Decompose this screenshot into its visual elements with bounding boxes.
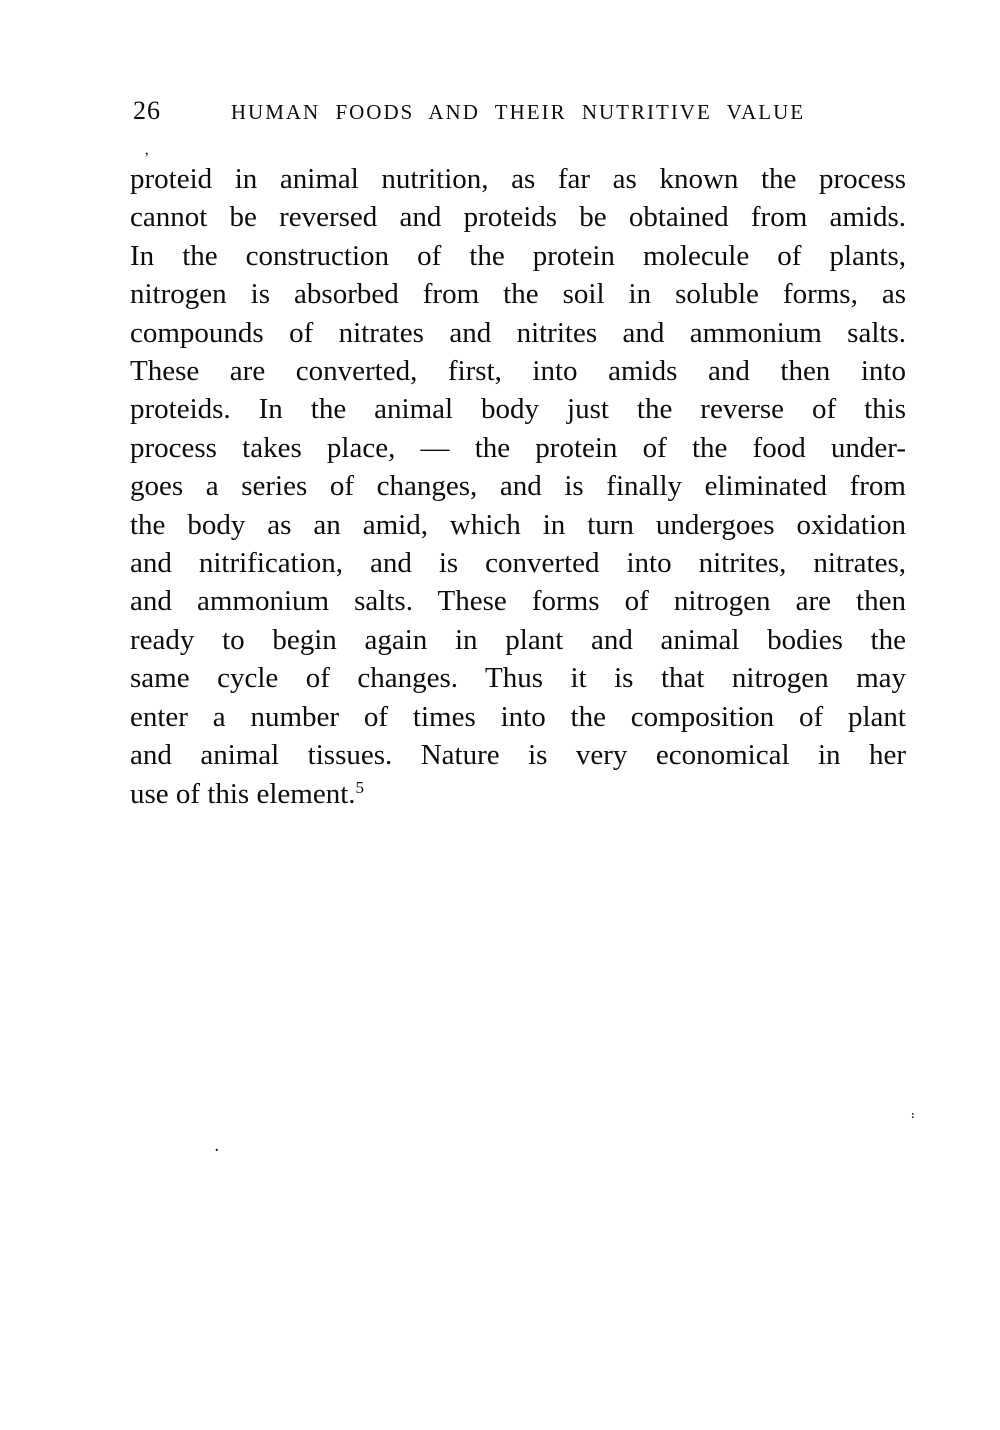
text-line: These are converted, first, into amids and then into: [130, 355, 906, 388]
text-line: In the construction of the protein molecule of plants,: [130, 239, 906, 272]
page-number: 26: [133, 96, 161, 125]
text-line: proteids. In the animal body just the reverse of this: [130, 393, 906, 426]
body-text-block: [130, 150, 906, 813]
text-line: the body as an amid, which in turn undergoes oxidation: [130, 508, 906, 541]
text-line: and ammonium salts. These forms of nitrogen are then: [130, 585, 906, 618]
footnote-ref: 5: [355, 777, 365, 797]
text-line: process takes place, — the protein of the food under-: [130, 431, 906, 464]
text-line: and animal tissues. Nature is very economical in her: [130, 739, 906, 772]
text-line: enter a number of times into the composition of plant: [130, 700, 906, 733]
text-line: nitrogen is absorbed from the soil in soluble forms, as: [130, 278, 906, 311]
page-header: [130, 96, 906, 125]
scan-speck: :: [911, 1109, 915, 1121]
running-title: HUMAN FOODS AND THEIR NUTRITIVE VALUE: [230, 100, 806, 124]
text-line: and nitrification, and is converted into nitrites, nitrates,: [130, 547, 906, 580]
text-line: compounds of nitrates and nitrites and ammonium salts.: [130, 316, 906, 349]
text-line: proteid in animal nutrition, as far as known the process: [130, 163, 906, 195]
scan-speck: .: [215, 1140, 219, 1155]
text-line: ready to begin again in plant and animal bodies the: [130, 623, 906, 656]
text-line: cannot be reversed and proteids be obtained from amids.: [130, 201, 906, 234]
scan-artifact-mark: ʼ: [144, 150, 150, 167]
text-line: goes a series of changes, and is finally eliminated from: [130, 470, 906, 503]
text-line: use of this element.$^5$: [130, 777, 365, 810]
text-line: same cycle of changes. Thus it is that nitrogen may: [130, 662, 906, 695]
